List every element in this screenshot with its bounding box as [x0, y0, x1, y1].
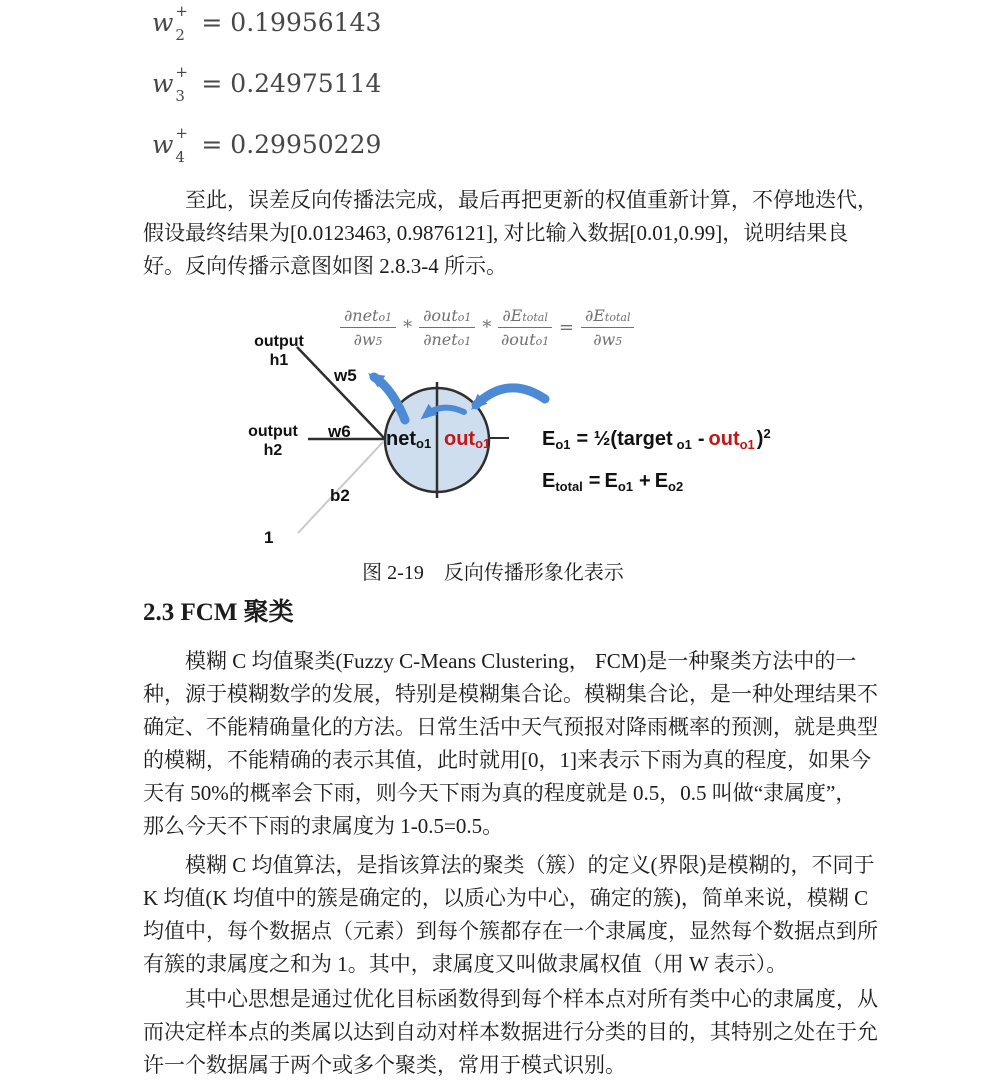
text-line: K 均值(K 均值中的簇是确定的，以质心为中心，确定的簇)，简单来说，模糊 C [143, 886, 869, 910]
label-bias-input: 1 [264, 528, 274, 547]
fraction-dout-dnet: $\frac{\text{∂outo1}}{\text{∂neto1}}$ [419, 306, 475, 349]
weight-variable: w [152, 8, 174, 37]
label-output-h2: output h2 [248, 423, 298, 459]
text-line: 其中心思想是通过优化目标函数得到每个样本点对所有类中心的隶属度，从 [185, 987, 878, 1011]
error-formula-eo1: $E_{o1}$ = ½(target $_{o1}$ - out$_{o1}$ )$^2$ [542, 426, 771, 452]
text-line: 有簇的隶属度之和为 1。其中，隶属度又叫做隶属权值（用 W 表示）。 [143, 952, 788, 976]
label-w6: w6 [328, 422, 351, 441]
figure-caption: 图 2-19 反向传播形象化表示 [362, 562, 624, 584]
weight-value: = 0.19956143 [201, 8, 382, 37]
text-line: 均值中，每个数据点（元素）到每个簇都存在一个隶属度，显然每个数据点到所 [143, 919, 878, 943]
figure-backprop-diagram [240, 302, 820, 560]
weight-variable: w [152, 69, 174, 98]
text-line: 那么今天不下雨的隶属度为 1-0.5=0.5。 [143, 814, 504, 838]
weight-value: = 0.29950229 [201, 130, 382, 159]
text-line: 而决定样本点的类属以达到自动对样本数据进行分类的目的，其特别之处在于允 [143, 1020, 878, 1044]
fraction-dE-dw5: $\frac{\text{∂Etotal}}{\partial w5}$ [581, 306, 635, 349]
weight-subsup: + 3 [175, 62, 188, 105]
weight-variable: w [152, 130, 174, 159]
weight-subsup: + 2 [175, 1, 188, 44]
equals-operator: = [558, 317, 574, 338]
multiply-operator: * [482, 317, 492, 338]
paragraph-fcm-core-idea [143, 983, 913, 1080]
paragraph-fcm-intro [143, 645, 913, 843]
backprop-arrow-error-to-out-icon [476, 388, 545, 405]
backprop-arrow-to-w5-icon [374, 377, 405, 420]
chain-rule-equation [335, 306, 639, 349]
weight-subsup: + 4 [175, 123, 188, 166]
label-output-h1: output h1 [254, 333, 304, 369]
text-line: 许一个数据属于两个或多个聚类，常用于模式识别。 [143, 1053, 626, 1077]
weight-value: = 0.24975114 [201, 69, 382, 98]
neuron-out-label: outo1 [444, 428, 491, 451]
weight-formula-w2 [152, 0, 381, 53]
text-line: 假设最终结果为[0.0123463, 0.9876121], 对比输入数据[0.01,0.99]，说明结果良 [143, 221, 849, 245]
paragraph-fcm-algorithm [143, 849, 913, 981]
weight-formula-w4 [152, 114, 381, 175]
text-line: 种，源于模糊数学的发展，特别是模糊集合论。模糊集合论，是一种处理结果不 [143, 682, 878, 706]
text-line: 天有 50%的概率会下雨，则今天下雨为真的程度就是 0.5，0.5 叫做“隶属度”， [143, 781, 857, 805]
text-line: 好。反向传播示意图如图 2.8.3-4 所示。 [143, 254, 507, 278]
label-w5: w5 [334, 366, 357, 385]
text-line: 确定、不能精确量化的方法。日常生活中天气预报对降雨概率的预测，就是典型 [143, 715, 878, 739]
weight-formula-w3 [152, 53, 381, 114]
paragraph-backprop-summary [143, 184, 913, 283]
section-heading: 2.3 FCM 聚类 [143, 599, 294, 626]
multiply-operator: * [403, 317, 413, 338]
label-b2: b2 [330, 486, 350, 505]
updated-weights-block [152, 0, 381, 175]
text-line: 的模糊，不能精确的表示其值，此时就用[0，1]来表示下雨为真的程度，如果今 [143, 748, 871, 772]
neuron-net-label: neto1 [386, 428, 432, 451]
fraction-dE-dout: $\frac{\text{∂Etotal}}{\text{∂outo1}}$ [498, 306, 552, 349]
text-line: 模糊 C 均值聚类(Fuzzy C-Means Clustering， FCM)是一种聚类方法中的一 [185, 649, 857, 673]
text-line: 模糊 C 均值算法，是指该算法的聚类（簇）的定义(界限)是模糊的，不同于 [185, 853, 875, 877]
fraction-dnet-dw5: $\frac{\text{∂neto1}}{\partial w5}$ [340, 306, 396, 349]
error-formula-etotal: $E_{total} = E_{o1} + E_{o2}$ [542, 470, 684, 494]
text-line: 至此，误差反向传播法完成，最后再把更新的权值重新计算，不停地迭代， [185, 188, 878, 212]
